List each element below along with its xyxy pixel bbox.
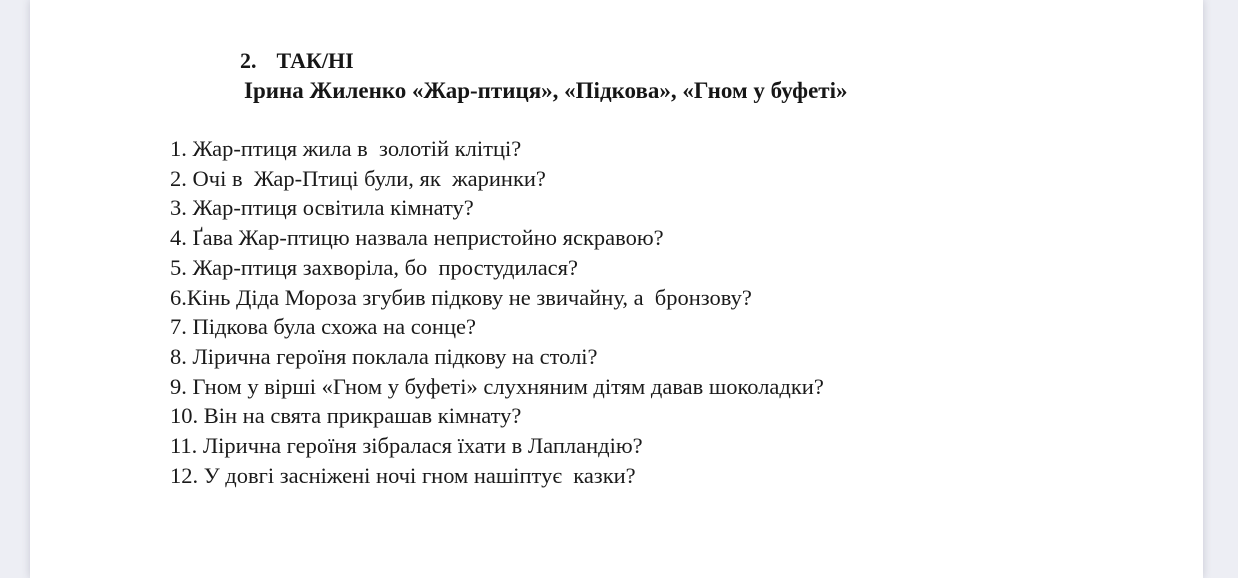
question-line: 4. Ґава Жар-птицю назвала непристойно яскравою?	[170, 225, 664, 251]
question-line: 11. Лірична героїня зібралася їхати в Лапландію?	[170, 433, 643, 459]
question-line: 8. Лірична героїня поклала підкову на столі?	[170, 343, 598, 369]
question-line: 9. Гном у вірші «Гном у буфеті» слухняним дітям давав шоколадки?	[170, 373, 824, 399]
question-line: 10. Він на свята прикрашав кімнату?	[170, 403, 522, 429]
question-line: 5. Жар-птиця захворіла, бо простудилася?	[170, 254, 578, 280]
question-line: 7. Підкова була схожа на сонце?	[170, 314, 476, 340]
question-line: 12. У довгі засніжені ночі гном нашіптує казки?	[170, 462, 636, 488]
question-list	[170, 134, 824, 490]
question-line: 1. Жар-птиця жила в золотій клітці?	[170, 136, 522, 161]
question-line: 3. Жар-птиця освітила кімнату?	[170, 195, 474, 221]
question-line: 6.Кінь Діда Мороза згубив підкову не звичайну, а бронзову?	[170, 284, 752, 310]
section-number: 2.	[240, 48, 257, 73]
document-page	[30, 0, 1203, 578]
question-line: 2. Очі в Жар-Птиці були, як жаринки?	[170, 165, 546, 191]
document-subtitle: Ірина Жиленко «Жар-птиця», «Підкова», «Гном у буфеті»	[244, 78, 848, 103]
section-title: ТАК/НІ	[276, 48, 354, 73]
